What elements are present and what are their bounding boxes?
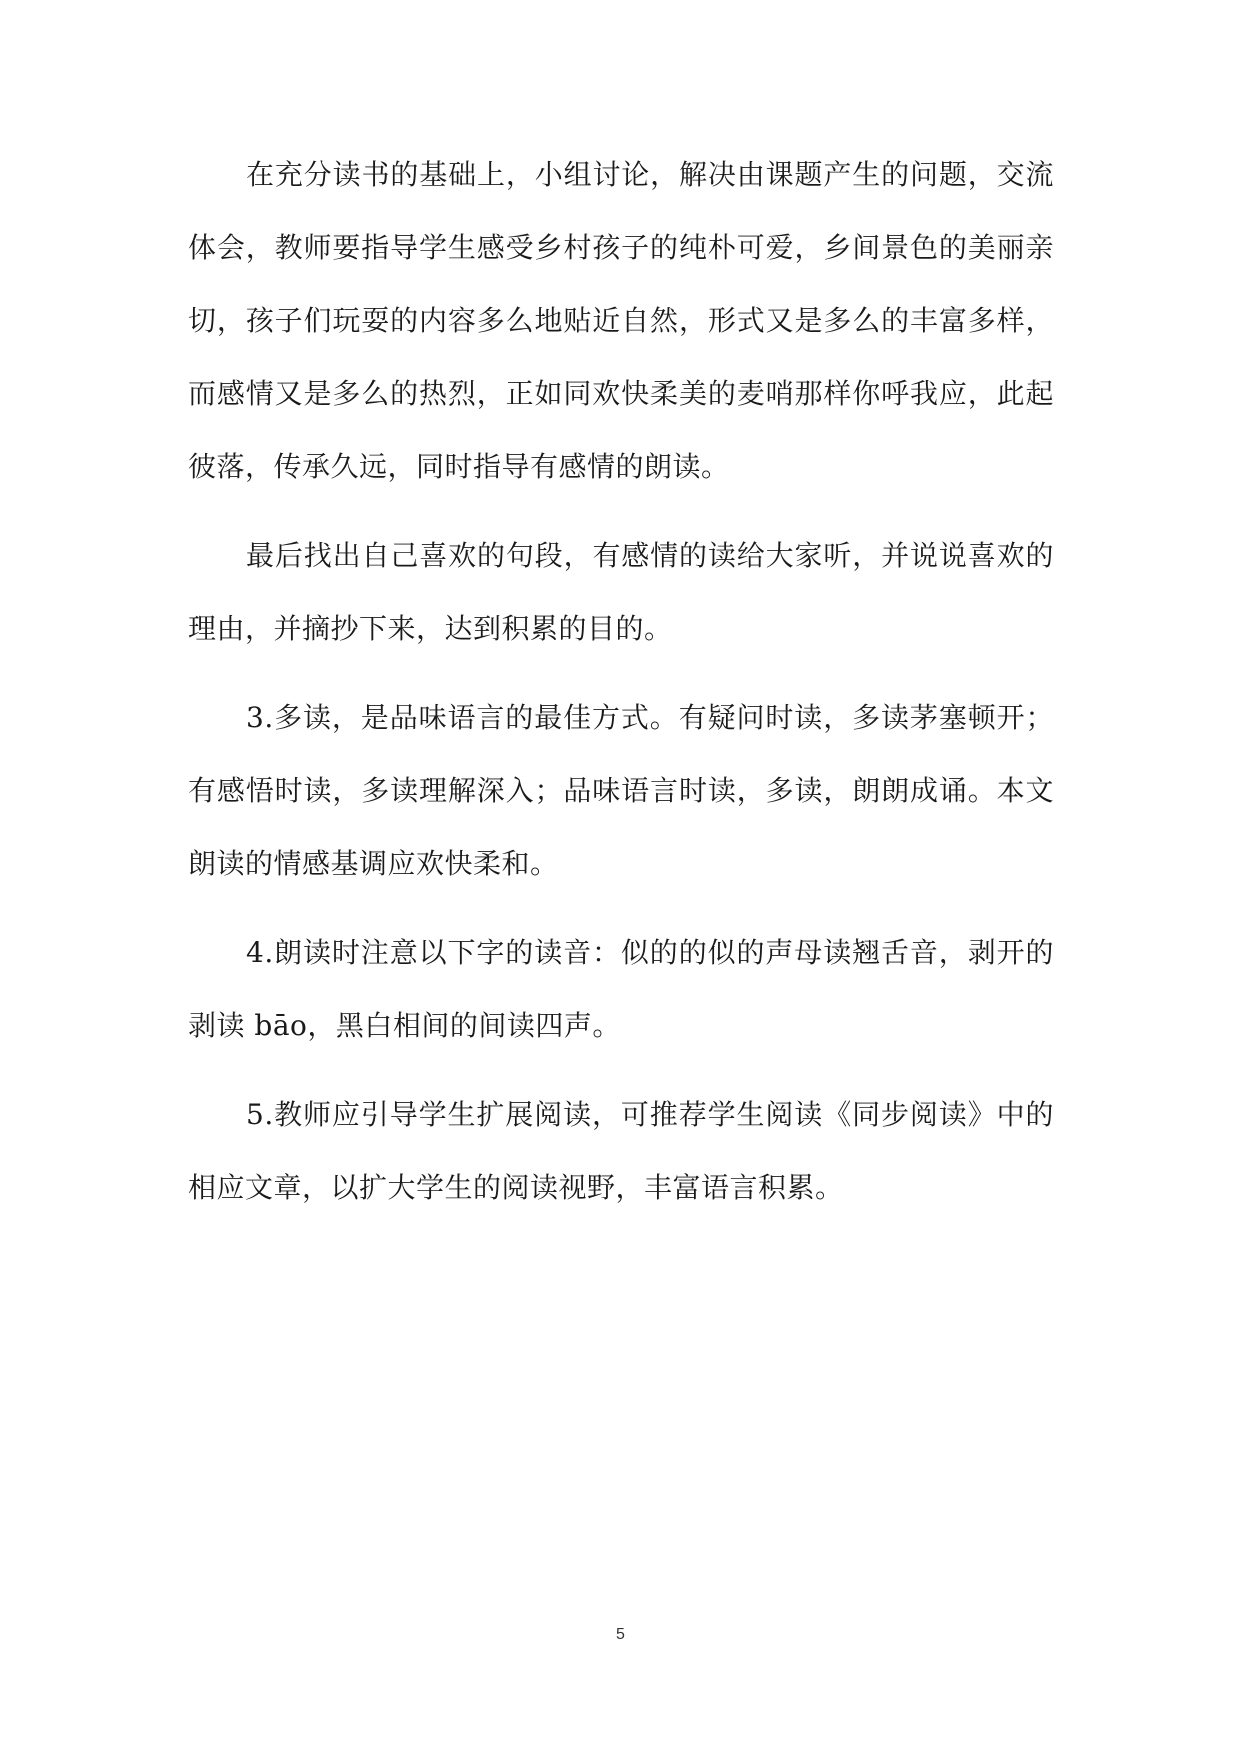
page-number: 5	[616, 1626, 625, 1643]
paragraph-item-4: 4.朗读时注意以下字的读音：似的的似的声母读翘舌音，剥开的剥读 bāo，黑白相间的间读四声。	[188, 936, 1054, 1042]
paragraph-reading-discussion: 在充分读书的基础上，小组讨论，解决由课题产生的问题，交流体会，教师要指导学生感受乡村孩子的纯朴可爱，乡间景色的美丽亲切，孩子们玩耍的内容多么地贴近自然，形式又是多么的丰富多样，而感情又是多么的热烈，正如同欢快柔美的麦哨那样你呼我应，此起彼落，传承久远，同时指导有感情的朗读。	[188, 158, 1054, 483]
paragraph-item-3: 3.多读，是品味语言的最佳方式。有疑问时读，多读茅塞顿开；有感悟时读，多读理解深入；品味语言时读，多读，朗朗成诵。本文朗读的情感基调应欢快柔和。	[188, 701, 1054, 880]
paragraph-item-5: 5.教师应引导学生扩展阅读，可推荐学生阅读《同步阅读》中的相应文章，以扩大学生的阅读视野，丰富语言积累。	[188, 1098, 1054, 1204]
document-body	[188, 138, 1054, 1240]
paragraph-favorite-passages: 最后找出自己喜欢的句段，有感情的读给大家听，并说说喜欢的理由，并摘抄下来，达到积累的目的。	[188, 539, 1054, 645]
